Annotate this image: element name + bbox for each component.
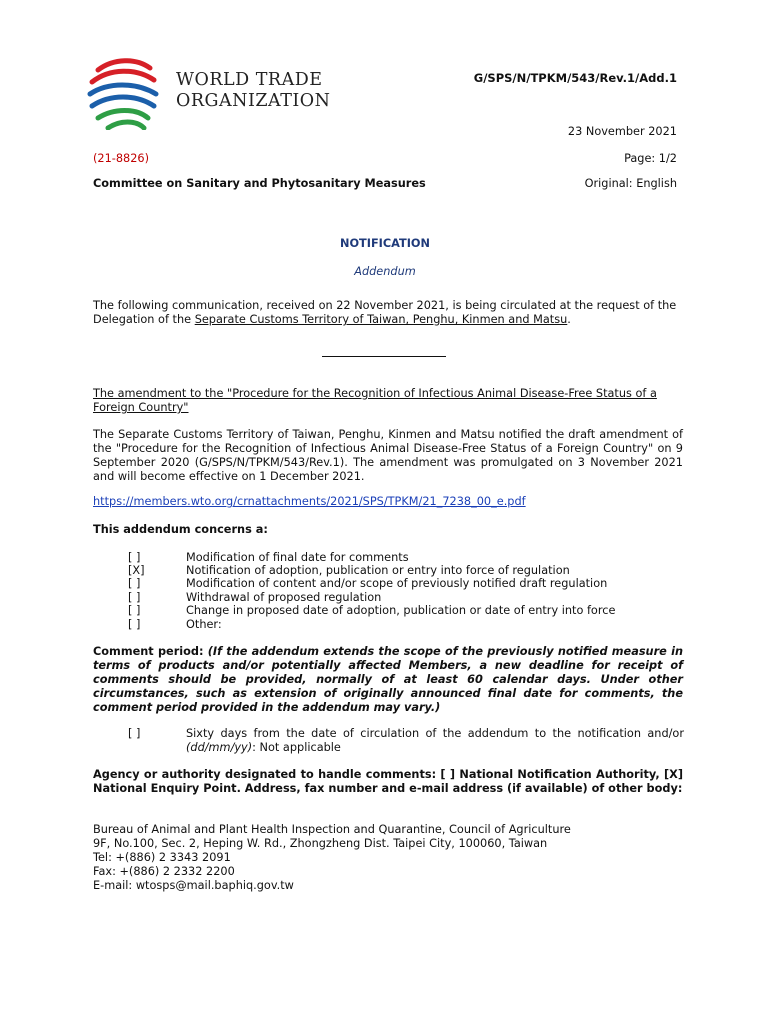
agency-heading: Agency or authority designated to handle comments: [ ] National Notification Authority, [X] National Enquiry Point. Address, fax number and e-mail address (if available) of other body: <box>93 768 683 795</box>
page-indicator: Page: 1/2 <box>624 152 677 165</box>
option-box: [ ] <box>128 618 141 631</box>
comment-option-date-format: (dd/mm/yy) <box>186 741 253 754</box>
option-label: Withdrawal of proposed regulation <box>186 591 382 604</box>
org-name <box>176 70 330 112</box>
option-box: [ ] <box>128 551 141 564</box>
option-label: Other: <box>186 618 222 631</box>
option-label: Notification of adoption, publication or entry into force of regulation <box>186 564 570 577</box>
comment-period-text: (If the addendum extends the scope of the previously notified measure in terms of products and/or potentially affected Members, a new deadline for receipt of comments should be provided, normally of at least 60 calendar days. Under other circumstances, such as extension of originally announced final date for comments, the comment period provided in the addendum may vary.) <box>93 645 684 714</box>
wto-emblem-icon <box>84 56 170 130</box>
section-divider <box>322 356 446 357</box>
intro-text: The following communication, received on 22 November 2021, is being circulated at the request of the Delegation of the <box>93 299 677 326</box>
agency-address <box>93 823 683 893</box>
org-name-line1: WORLD TRADE <box>176 70 323 90</box>
comment-option-box: [ ] <box>128 727 141 740</box>
option-label: Modification of content and/or scope of previously notified draft regulation <box>186 577 608 590</box>
document-number: (21-8826) <box>93 152 150 165</box>
comment-period-label: Comment period: <box>93 645 208 658</box>
document-symbol: G/SPS/N/TPKM/543/Rev.1/Add.1 <box>473 71 677 85</box>
option-box: [X] <box>128 564 145 577</box>
attachment-link[interactable]: https://members.wto.org/crnattachments/2021/SPS/TPKM/21_7238_00_e.pdf <box>93 495 526 508</box>
original-language: Original: English <box>584 177 677 190</box>
notification-title: NOTIFICATION <box>339 237 430 250</box>
option-box: [ ] <box>128 604 141 617</box>
amendment-heading: The amendment to the "Procedure for the Recognition of Infectious Animal Disease-Free Status of a Foreign Country" <box>93 387 657 414</box>
intro-end: . <box>567 313 571 326</box>
document-date: 23 November 2021 <box>567 125 677 138</box>
committee-name: Committee on Sanitary and Phytosanitary Measures <box>93 177 426 190</box>
agency-line: Tel: +(886) 2 3343 2091 <box>93 851 231 864</box>
option-box: [ ] <box>128 577 141 590</box>
wto-logo <box>84 56 334 130</box>
option-label: Modification of final date for comments <box>186 551 409 564</box>
agency-line: E-mail: wtosps@mail.baphiq.gov.tw <box>93 879 294 892</box>
agency-line: Bureau of Animal and Plant Health Inspection and Quarantine, Council of Agriculture <box>93 823 571 836</box>
intro-paragraph <box>93 299 683 327</box>
agency-line: 9F, No.100, Sec. 2, Heping W. Rd., Zhongzheng Dist. Taipei City, 100060, Taiwan <box>93 837 548 850</box>
comment-option-tail: : Not applicable <box>252 741 341 754</box>
comment-option-text <box>186 727 684 755</box>
org-name-line2: ORGANIZATION <box>176 91 331 111</box>
addendum-subtitle: Addendum <box>354 265 416 278</box>
delegation-name: Separate Customs Territory of Taiwan, Penghu, Kinmen and Matsu <box>194 313 568 326</box>
amendment-body: The Separate Customs Territory of Taiwan, Penghu, Kinmen and Matsu notified the draft amendment of the "Procedure for the Recognition of Infectious Animal Disease-Free Status of a Foreign Country" on 9 September 2020 (G/SPS/N/TPKM/543/Rev.1). The amendment was promulgated on 3 November 2021 and will become effective on 1 December 2021. <box>93 428 683 483</box>
option-box: [ ] <box>128 591 141 604</box>
agency-line: Fax: +(886) 2 2332 2200 <box>93 865 235 878</box>
comment-option-main: Sixty days from the date of circulation of the addendum to the notification and/or <box>186 727 684 740</box>
comment-period <box>93 645 683 715</box>
option-label: Change in proposed date of adoption, publication or date of entry into force <box>186 604 616 617</box>
concerns-heading: This addendum concerns a: <box>93 523 268 536</box>
